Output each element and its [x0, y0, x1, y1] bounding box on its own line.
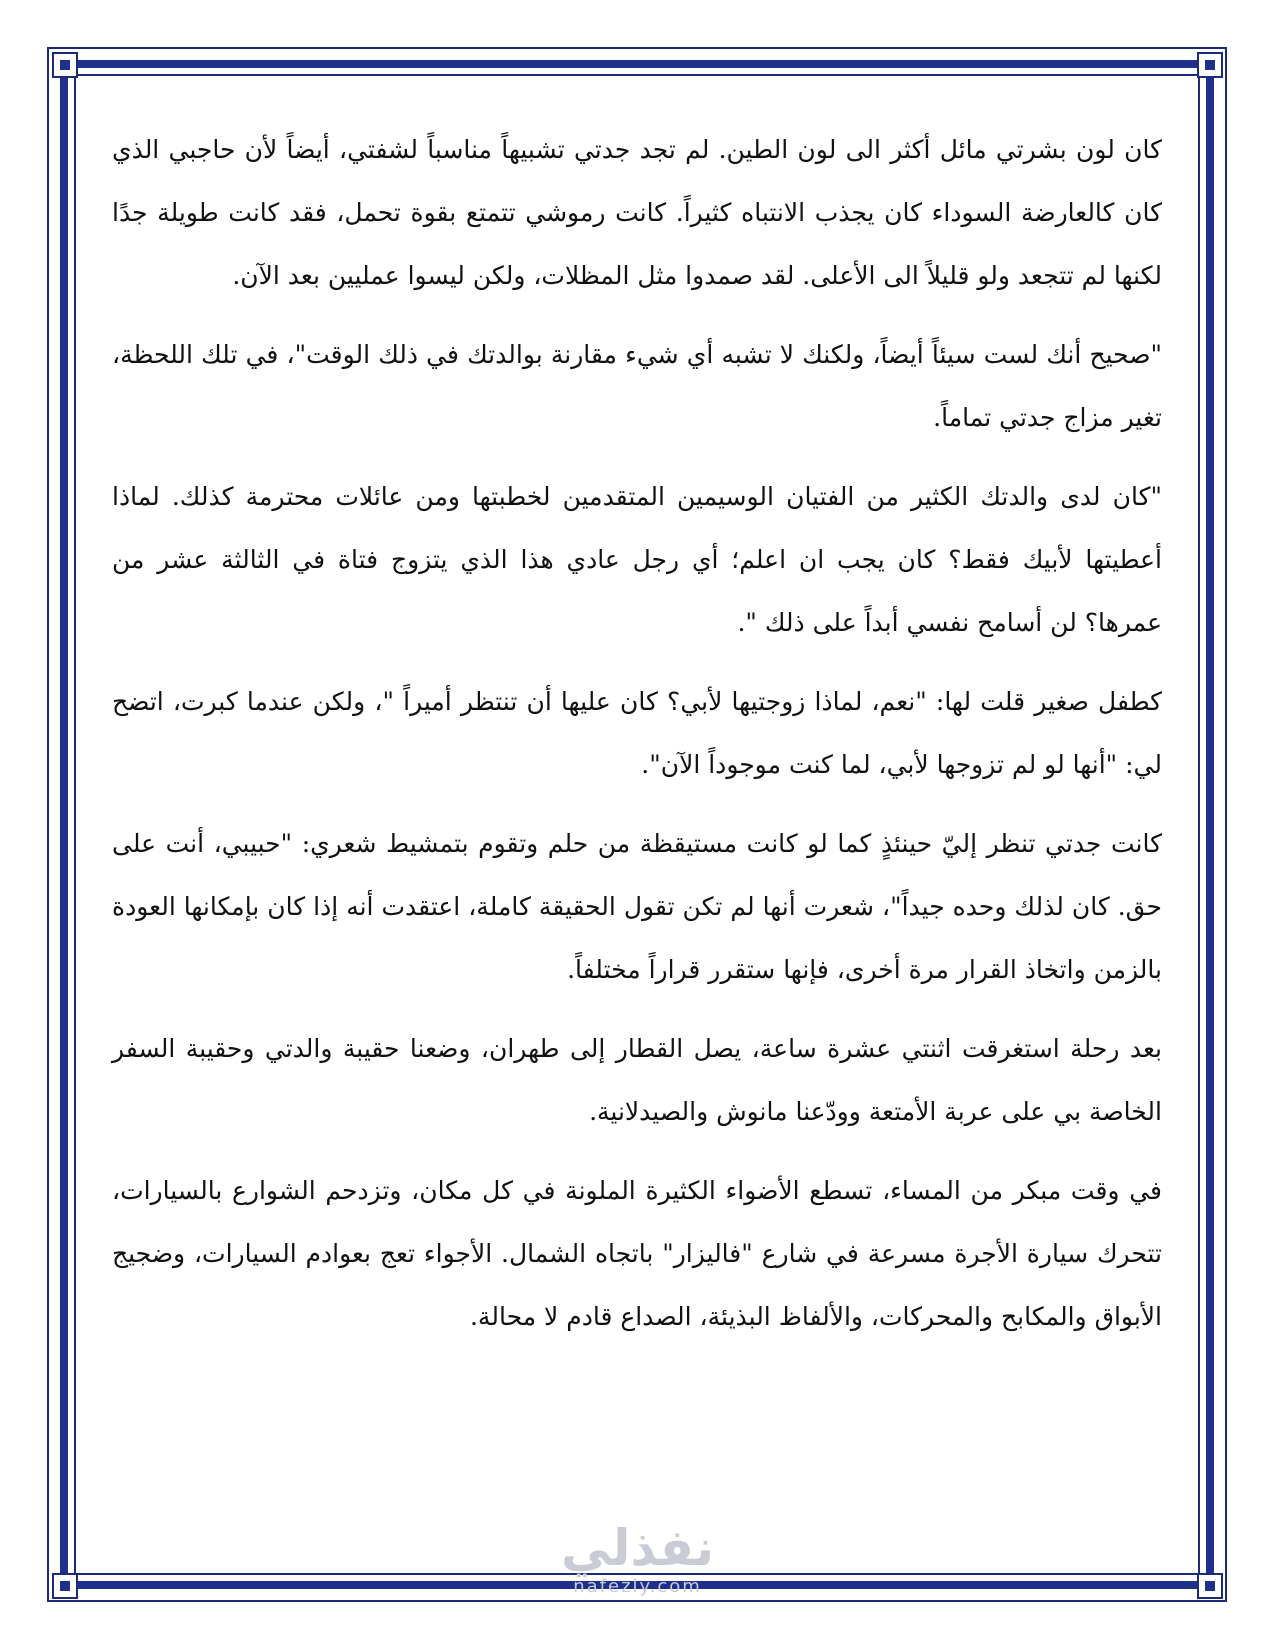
border-corner-ornament — [52, 52, 78, 78]
paragraph: كطفل صغير قلت لها: "نعم، لماذا زوجتيها لأبي؟ كان عليها أن تنتظر أميراً "، ولكن عندما كبرت، اتضح لي: "أنها لو لم تزوجها لأبي، لما كنت موجوداً الآن". — [112, 687, 1162, 779]
document-body — [112, 118, 1162, 1364]
paragraph: بعد رحلة استغرقت اثنتي عشرة ساعة، يصل القطار إلى طهران، وضعنا حقيبة والدتي وحقيبة السفر الخاصة بي على عربة الأمتعة وودّعنا مانوش والصيدلانية. — [112, 1034, 1162, 1126]
paragraph: "كان لدى والدتك الكثير من الفتيان الوسيمين المتقدمين لخطبتها ومن عائلات محترمة كذلك. لماذا أعطيتها لأبيك فقط؟ كان يجب ان اعلم؛ أي رجل عادي هذا الذي يتزوج فتاة في الثالثة عشر من عمرها؟ لن أسامح نفسي أبداً على ذلك ". — [112, 482, 1162, 637]
paragraph: كانت جدتي تنظر إليّ حينئذٍ كما لو كانت مستيقظة من حلم وتقوم بتمشيط شعري: "حبيبي، أنت على حق. كان لذلك وحده جيداً"، شعرت أنها لم تكن تقول الحقيقة كاملة، اعتقدت أنه إذا كان بإمكانها العودة بالزمن واتخاذ القرار مرة أخرى، فإنها ستقرر قراراً مختلفاً. — [112, 829, 1162, 984]
paragraph: في وقت مبكر من المساء، تسطع الأضواء الكثيرة الملونة في كل مكان، وتزدحم الشوارع بالسيارات، تتحرك سيارة الأجرة مسرعة في شارع "فاليزار" باتجاه الشمال. الأجواء تعج بعوادم السيارات، وضجيج الأبواق والمكابح والمحركات، والألفاظ البذيئة، الصداع قادم لا محالة. — [112, 1176, 1162, 1331]
watermark-url: nafezly.com — [573, 1576, 702, 1597]
paragraph: "صحيح أنك لست سيئاً أيضاً، ولكنك لا تشبه أي شيء مقارنة بوالدتك في ذلك الوقت"، في تلك اللحظة، تغير مزاج جدتي تماماً. — [112, 340, 1162, 432]
paragraph: كان لون بشرتي مائل أكثر الى لون الطين. لم تجد جدتي تشبيهاً مناسباً لشفتي، أيضاً لأن حاجبي الذي كان كالعارضة السوداء كان يجذب الانتباه كثيراً. كانت رموشي تتمتع بقوة تحمل، فقد كانت طويلة جدًا لكنها لم تتجعد ولو قليلاً الى الأعلى. لقد صمدوا مثل المظلات، ولكن ليسوا عمليين بعد الآن. — [112, 135, 1162, 290]
border-corner-ornament — [1197, 52, 1223, 78]
watermark — [0, 1520, 1275, 1598]
watermark-logo: نفذلي — [560, 1519, 714, 1577]
